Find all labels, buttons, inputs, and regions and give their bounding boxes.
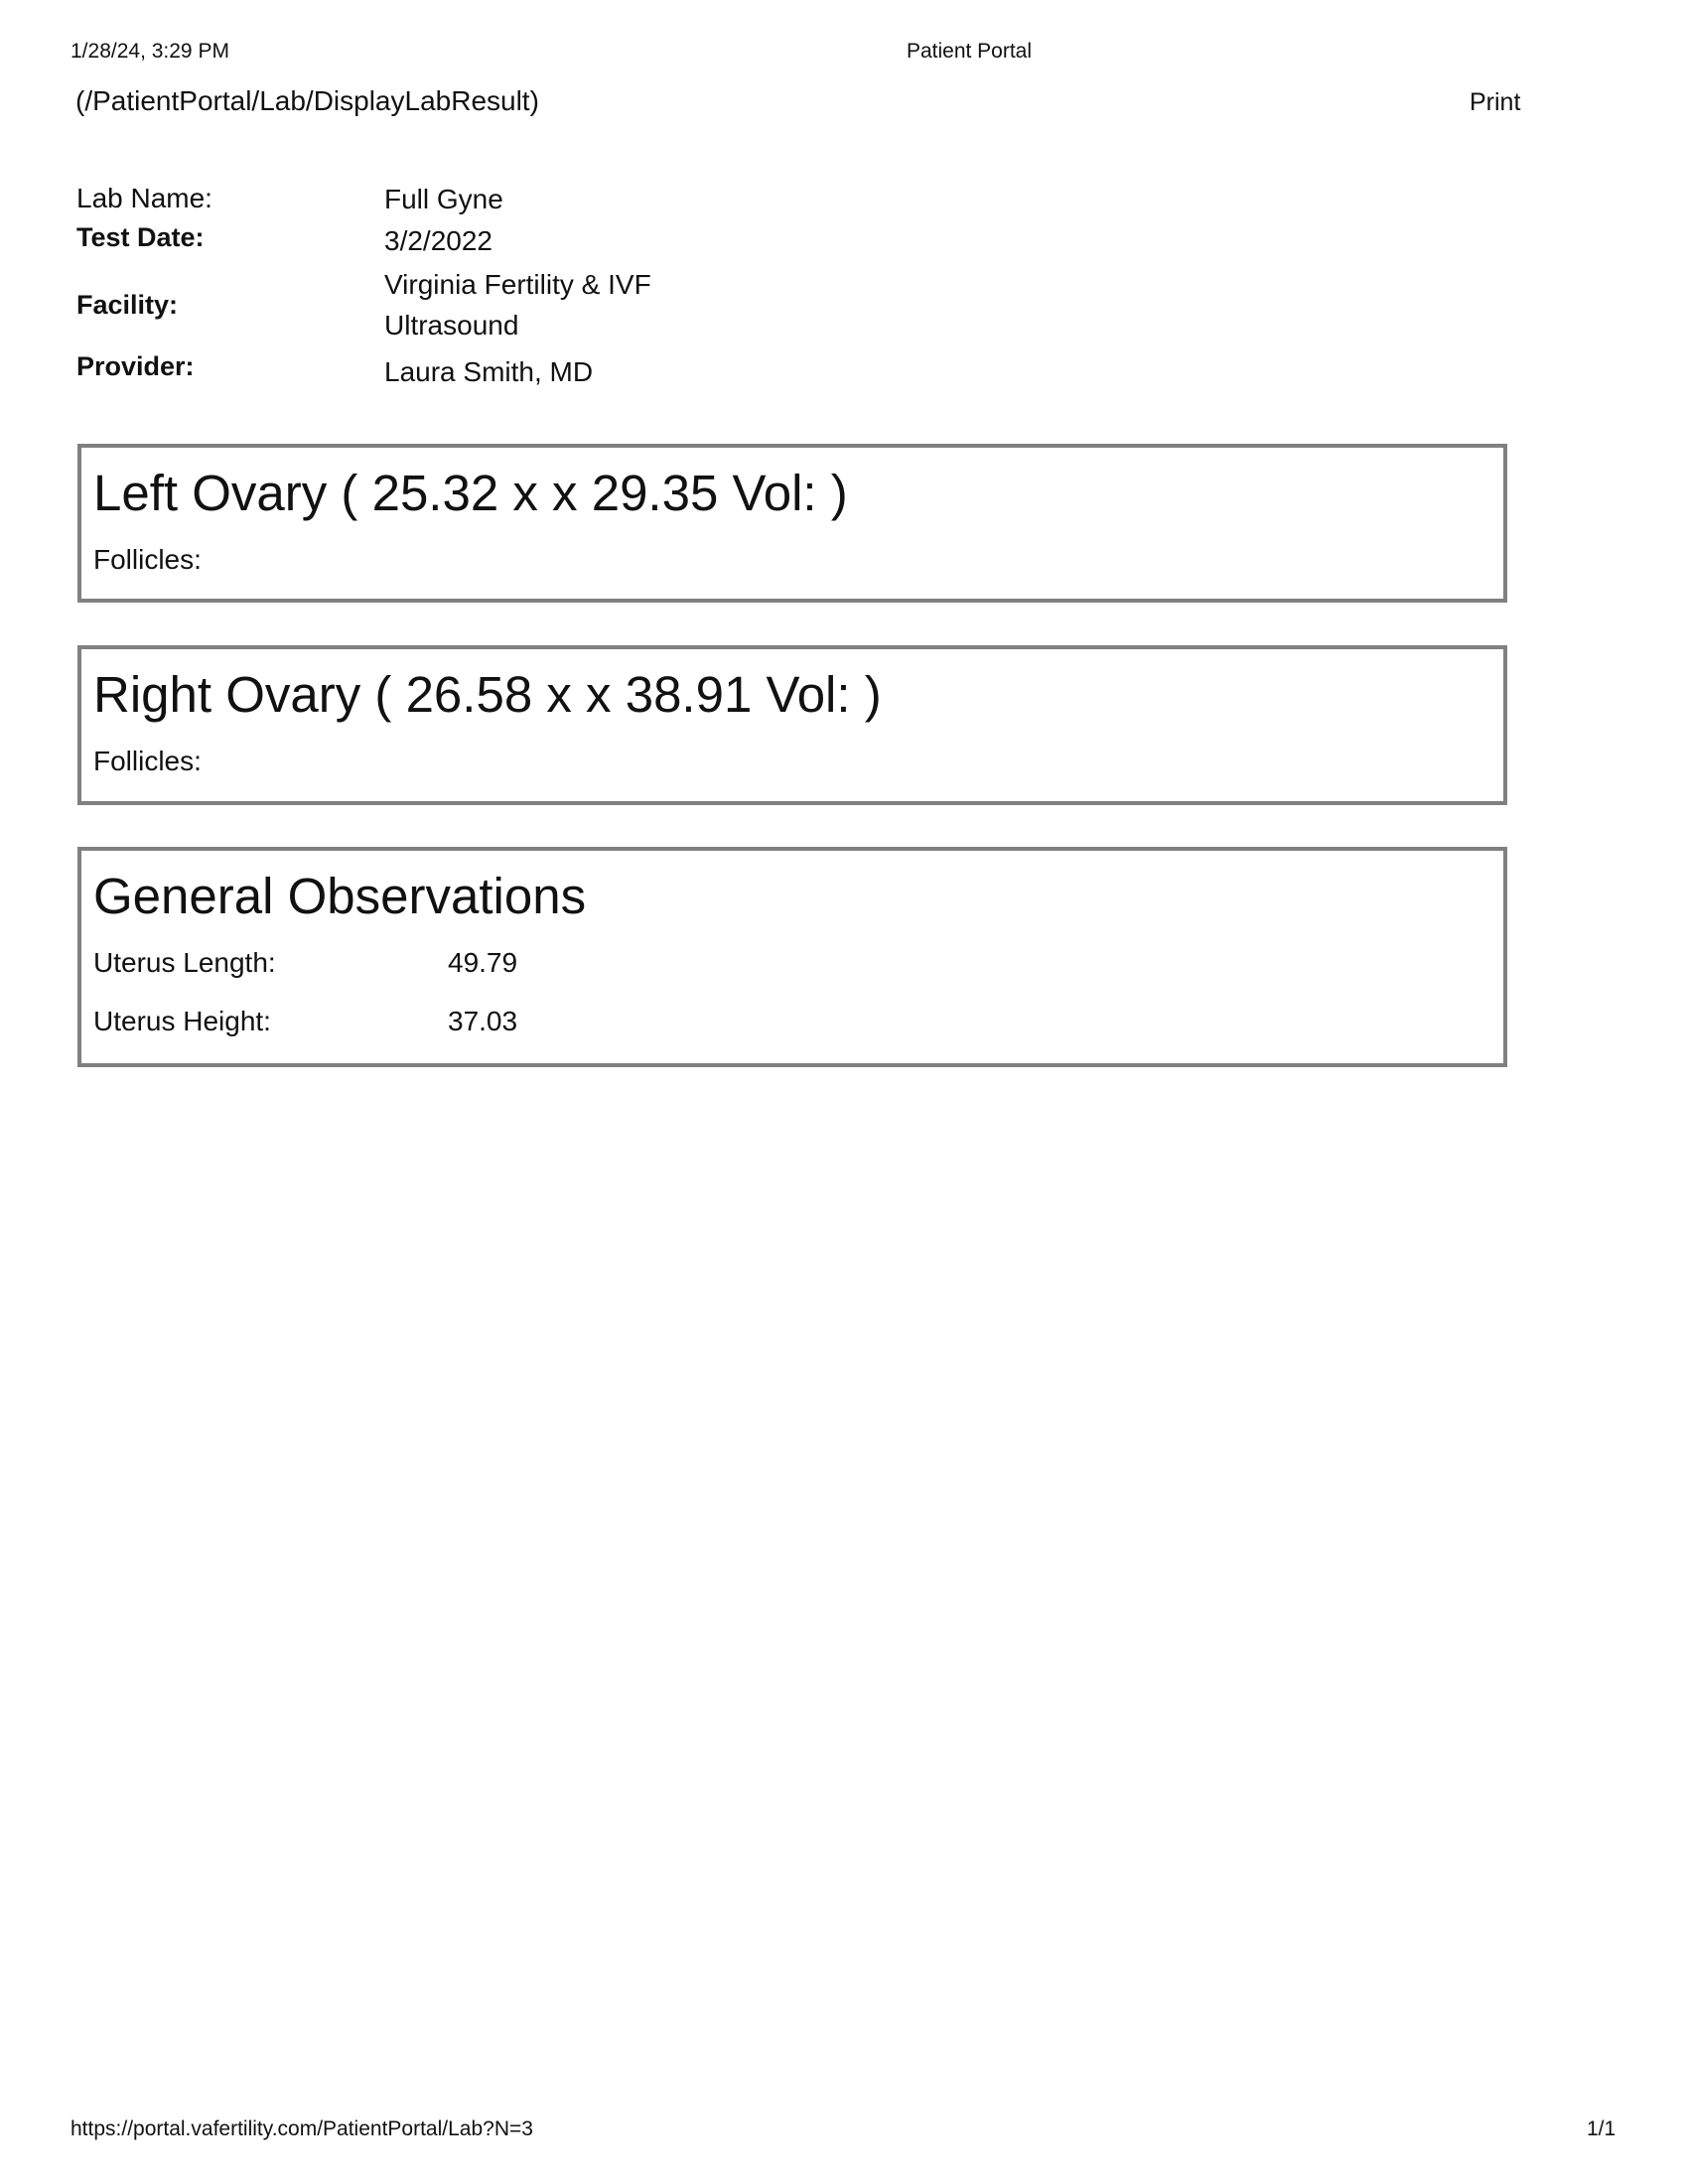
provider-row	[76, 349, 871, 389]
lab-name-label: Lab Name:	[76, 183, 212, 213]
test-date-row	[76, 218, 871, 260]
provider-label: Provider:	[76, 351, 195, 381]
print-page-title: Patient Portal	[906, 40, 1033, 63]
left-ovary-title: Left Ovary ( 25.32 x x 29.35 Vol: )	[93, 465, 848, 521]
left-ovary-follicles-label: Follicles:	[93, 544, 202, 575]
facility-label: Facility:	[76, 289, 179, 320]
lab-info-panel	[76, 179, 871, 389]
general-observations-title: General Observations	[93, 868, 587, 924]
print-footer-url: https://portal.vafertility.com/PatientPortal/Lab?N=3	[70, 2117, 533, 2140]
page-path-link[interactable]: (/PatientPortal/Lab/DisplayLabResult)	[75, 85, 539, 116]
lab-name-row	[76, 179, 871, 218]
uterus-height-value: 37.03	[448, 1006, 518, 1036]
print-button[interactable]: Print	[1470, 88, 1521, 116]
print-page-number: 1/1	[1587, 2117, 1617, 2140]
print-datetime: 1/28/24, 3:29 PM	[70, 40, 229, 63]
lab-name-value: Full Gyne	[384, 183, 503, 214]
uterus-length-row	[93, 947, 1503, 979]
test-date-value: 3/2/2022	[384, 225, 492, 256]
right-ovary-title: Right Ovary ( 26.58 x x 38.91 Vol: )	[93, 666, 882, 723]
right-ovary-follicles-label: Follicles:	[93, 746, 202, 776]
right-ovary-section	[77, 645, 1507, 805]
uterus-length-value: 49.79	[448, 947, 518, 978]
provider-value: Laura Smith, MD	[384, 356, 594, 387]
test-date-label: Test Date:	[76, 222, 205, 252]
facility-value: Virginia Fertility & IVF Ultrasound	[384, 269, 651, 341]
general-observations-section	[77, 847, 1507, 1067]
uterus-height-row	[93, 1006, 1503, 1037]
uterus-height-label: Uterus Height:	[93, 1006, 271, 1036]
uterus-length-label: Uterus Length:	[93, 947, 276, 978]
facility-row	[76, 260, 871, 349]
left-ovary-section	[77, 444, 1507, 603]
